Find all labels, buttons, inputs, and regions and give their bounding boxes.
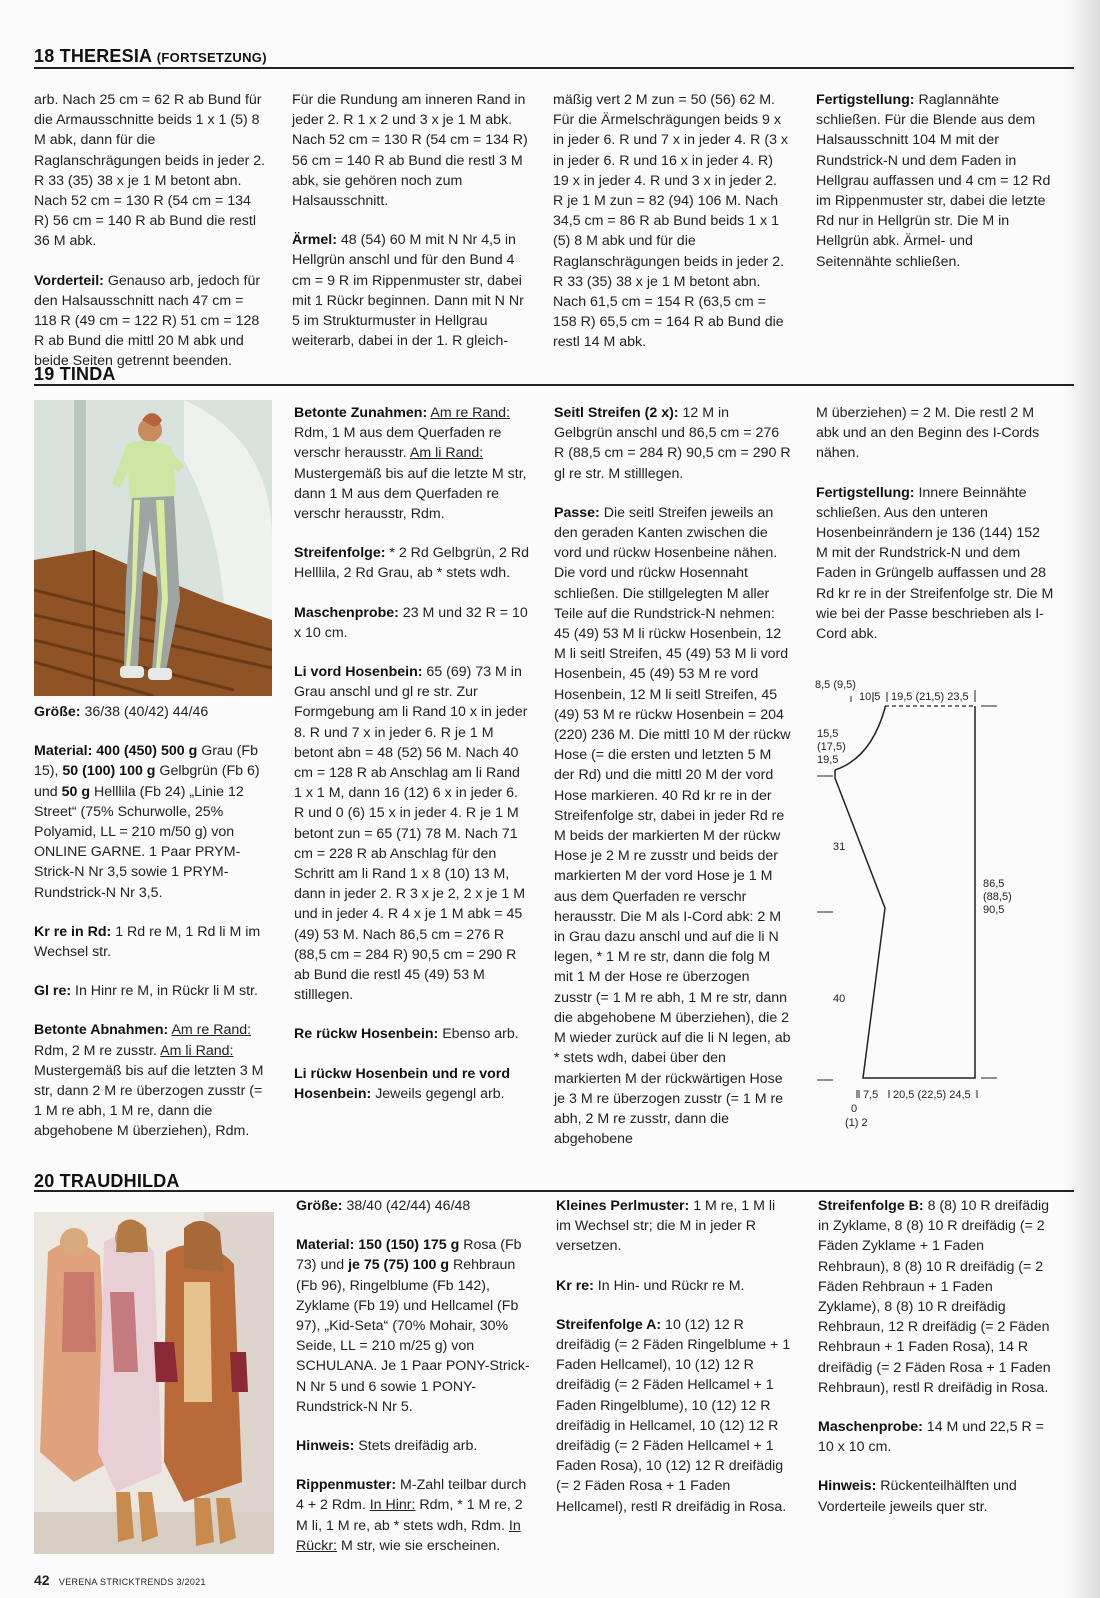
- diagram-outline: [835, 706, 975, 1078]
- paragraph-label: Maschenprobe:: [294, 604, 399, 621]
- paragraph-text: 36/38 (40/42) 44/46: [80, 704, 209, 720]
- paragraph: [34, 741, 272, 903]
- paragraph-label: Rippenmuster:: [296, 1477, 397, 1494]
- paragraph-text: Rosa (Fb 73) und: [296, 1237, 522, 1274]
- paragraph-label: Ärmel:: [292, 232, 337, 249]
- paragraph-label: Fertigstellung:: [816, 484, 915, 501]
- paragraph-label: Streifenfolge A:: [556, 1316, 662, 1333]
- diagram-label-bottom: (1) 2: [845, 1117, 868, 1129]
- section-20-rule: [34, 1190, 1074, 1192]
- diagram-label-bottom: 0: [851, 1103, 858, 1115]
- section-20-heading: [34, 1171, 180, 1192]
- paragraph-label: Größe:: [34, 704, 81, 720]
- section-note: (FORTSETZUNG): [156, 50, 267, 65]
- paragraph-label: Streifenfolge:: [294, 545, 386, 562]
- diagram-label-left: (17,5): [817, 741, 846, 753]
- paragraph-label: Kr re in Rd:: [34, 923, 112, 940]
- paragraph-text: Rdm, 1 M aus dem Querfaden re verschr herausstr.: [294, 425, 502, 462]
- paragraph-text: Für die Rundung am inneren Rand in jeder 2. R 1 x 2 und 3 x je 1 M abk. Nach 52 cm = 130 R (54 cm = 134 R) 56 cm = 140 R ab Bund die restl 3 M abk, sie gehören noch zum Halsausschnitt.: [292, 92, 528, 210]
- paragraph-text: In Hin- und Rückr re M.: [593, 1277, 745, 1294]
- paragraph: [34, 90, 268, 252]
- paragraph-text: Helllila (Fb 24) „Linie 12 Street“ (75% Schurwolle, 25% Polyamid, LL = 210 m/50 g) von ONLINE GARNE. 1 Paar PRYM-Strick-N Nr 3,5 sowie 1 PRYM-Rundstrick-N Nr 3,5.: [34, 783, 244, 901]
- paragraph-label: Betonte Abnahmen:: [34, 1022, 169, 1039]
- section-19-heading: [34, 364, 116, 385]
- paragraph-label: Betonte Zunahmen:: [294, 405, 428, 421]
- paragraph: [34, 271, 268, 372]
- paragraph: [816, 483, 1054, 645]
- paragraph: [34, 981, 272, 1001]
- paragraph: [34, 922, 272, 962]
- diagram-label-left: 31: [833, 841, 846, 853]
- s19-column-2: [294, 403, 529, 1123]
- magazine-issue: VERENA STRICKTRENDS 3/2021: [58, 1577, 206, 1587]
- paragraph-underline: Am li Rand:: [409, 445, 484, 462]
- paragraph: [294, 403, 529, 524]
- paragraph-text: Rehbraun (Fb 96), Ringelblume (Fb 142), Zyklame (Fb 19) und Hellcamel (Fb 97), „Kid-Seta“ (70% Mohair, 30% Seide, LL = 210 m/25 g) von SCHULANA. Je 1 Paar PONY-Strick-N Nr 5 und 6 sowie 1 PONY-Rundstrick-N Nr 5.: [296, 1257, 530, 1415]
- paragraph-text: Innere Beinnähte schließen. Aus den unteren Hosenbeinrändern je 136 (144) 152 M mit der Rundstrick-N und dem Faden in Grüngelb auffassen und 28 Rd kr re in der Streifenfolge str. Die M wie bei der Passe beschrieben als I-Cord abk.: [816, 484, 1054, 643]
- paragraph-text: Genauso arb, jedoch für den Halsausschnitt nach 47 cm = 118 R (49 cm = 122 R) 51 cm = 128 R ab Bund die mittl 20 M abk und beide Seiten getrennt beenden.: [34, 272, 261, 370]
- paragraph-label: Passe:: [554, 504, 600, 521]
- s19-column-3: [554, 403, 791, 1168]
- section-18-heading: [34, 46, 267, 67]
- s18-column-4: [816, 90, 1052, 291]
- paragraph-text: Grau (Fb 15),: [34, 743, 258, 780]
- section-title: TRAUDHILDA: [59, 1171, 180, 1191]
- paragraph-underline: In Rückr:: [296, 1517, 521, 1554]
- paragraph: [818, 1196, 1054, 1398]
- diagram-label-top: 10,5: [859, 691, 881, 703]
- diagram-label-left: 15,5: [817, 728, 839, 740]
- paragraph-label: Li vord Hosenbein:: [294, 664, 423, 681]
- s20-column-1: [296, 1196, 532, 1575]
- photo-tinda-model-on-stairs: [34, 400, 272, 696]
- paragraph-text: Mustergemäß bis auf die letzten 3 M str, dann 2 M re überzogen zusstr (= 1 M re abh, 1 M re, dann die abgehobene M überziehen), Rdm.: [34, 1062, 264, 1140]
- paragraph-text: Rückenteilhälften und Vorderteile jeweils quer str.: [818, 1478, 1017, 1515]
- paragraph: [292, 230, 528, 351]
- diagram-label-right: (88,5): [983, 891, 1012, 903]
- paragraph: [816, 403, 1054, 464]
- paragraph-text: Gelbgrün (Fb 6) und: [34, 763, 260, 800]
- paragraph-text: 23 M und 32 R = 10 x 10 cm.: [294, 604, 528, 641]
- paragraph-label: Material: 150 (150) 175 g: [296, 1237, 460, 1254]
- paragraph-label: Material: 400 (450) 500 g: [34, 743, 198, 760]
- section-title: THERESIA: [59, 46, 152, 66]
- paragraph-text: mäßig vert 2 M zun = 50 (56) 62 M. Für die Ärmelschrägungen beids 9 x in jeder 6. R und 7 x in jeder 4. R (3 x in jeder 6. R und 16 x in jeder 4. R) 19 x in jeder 4. R und 3 x in jeder 2. R je 1 M zun = 82 (94) 106 M. Nach 34,5 cm = 86 R ab Bund beids 1 x 1 (5) 8 M abk und für die Raglanschrägungen beids in jeder 2. R 33 (35) 38 x je 1 M betont abn. Nach 61,5 cm = 154 R (63,5 cm = 158 R) 65,5 cm = 164 R ab Bund die restl 14 M abk.: [553, 92, 789, 351]
- paragraph-text: 1 M re, 1 M li im Wechsel str; die M in jeder R versetzen.: [556, 1198, 776, 1255]
- paragraph-underline: Am re Rand:: [171, 1022, 252, 1039]
- paragraph: [816, 90, 1052, 272]
- section-18-rule: [34, 67, 1074, 69]
- s20-column-2: [556, 1196, 792, 1536]
- diagram-label-right: 90,5: [983, 904, 1005, 916]
- paragraph-text: Stets dreifädig arb.: [354, 1438, 478, 1455]
- paragraph-label: Kr re:: [556, 1277, 594, 1294]
- diagram-label-left: 40: [833, 993, 846, 1005]
- paragraph: [818, 1417, 1054, 1457]
- paragraph-text: 1 Rd re M, 1 Rd li M im Wechsel str.: [34, 923, 261, 961]
- paragraph-text: Rdm, * 1 M re, 2 M li, 1 M re, ab * stets wdh, Rdm.: [296, 1497, 523, 1534]
- paragraph: [294, 603, 529, 643]
- paragraph-text: M-Zahl teilbar durch 4 + 2 Rdm.: [296, 1477, 527, 1514]
- page-footer: [34, 1572, 206, 1588]
- paragraph-text: Rdm, 2 M re zusstr.: [34, 1042, 161, 1059]
- s19-column-1: [34, 702, 272, 1161]
- paragraph-text: M überziehen) = 2 M. Die restl 2 M abk und an den Beginn des I-Cords nähen.: [816, 405, 1040, 462]
- paragraph-underline: Am re Rand:: [430, 405, 511, 421]
- paragraph: [294, 543, 529, 583]
- paragraph: [554, 403, 791, 484]
- paragraph-underline: In Hinr:: [369, 1497, 416, 1514]
- diagram-label-top: 8,5 (9,5): [815, 679, 856, 691]
- paragraph-label: Größe:: [296, 1198, 343, 1214]
- paragraph-text: arb. Nach 25 cm = 62 R ab Bund für die Armausschnitte beids 1 x 1 (5) 8 M abk, dann für die Raglanschrägungen beids in jeder 2. R 33 (35) 38 x je 1 M betont abn. Nach 52 cm = 130 R (54 cm = 134 R) 56 cm = 140 R ab Bund die restl 36 M abk.: [34, 92, 266, 250]
- section-title: TINDA: [59, 364, 116, 384]
- paragraph-text: In Hinr re M, in Rückr li M str.: [71, 983, 258, 1000]
- paragraph-bold: je 75 (75) 100 g: [348, 1257, 450, 1274]
- paragraph: [34, 1020, 272, 1141]
- paragraph-label: Fertigstellung:: [816, 92, 915, 108]
- paragraph-text: 14 M und 22,5 R = 10 x 10 cm.: [818, 1419, 1044, 1456]
- paragraph-text: 10 (12) 12 R dreifädig (= 2 Fäden Ringelblume + 1 Faden Hellcamel), 10 (12) 12 R dreifädig (= 2 Fäden Hellcamel + 1 Faden Ringelblume), 10 (12) 12 R dreifädig in Hellcamel, 10 (12) 12 R dreifädig (= 2 Fäden Hellcamel + 1 Faden Rosa), 10 (12) 12 R dreifädig (= 2 Fäden Rosa + 1 Faden Hellcamel), restl R dreifädig in Rosa.: [556, 1316, 791, 1515]
- paragraph-label: Vorderteil:: [34, 272, 104, 289]
- paragraph: [554, 503, 791, 1150]
- section-number: 20: [34, 1171, 55, 1191]
- paragraph-underline: Am li Rand:: [160, 1042, 234, 1059]
- diagram-label-bottom: 7,5: [863, 1089, 879, 1101]
- paragraph-label: Seitl Streifen (2 x):: [554, 405, 679, 421]
- tinda-photo: [34, 400, 272, 696]
- s18-column-2: [292, 90, 528, 370]
- page-number: 42: [34, 1572, 50, 1588]
- trouser-schematic-diagram: [815, 668, 1045, 1138]
- paragraph: [34, 702, 272, 722]
- paragraph-text: Jeweils gegengl arb.: [371, 1085, 505, 1102]
- paragraph: [556, 1276, 792, 1296]
- s18-column-3: [553, 90, 791, 372]
- paragraph: [818, 1476, 1054, 1516]
- paragraph: [556, 1196, 792, 1257]
- paragraph-label: Hinweis:: [296, 1438, 355, 1455]
- section-19-rule: [34, 384, 1074, 386]
- paragraph-label: Kleines Perlmuster:: [556, 1198, 690, 1214]
- paragraph: [294, 1024, 529, 1044]
- traudhilda-photo: [34, 1212, 274, 1554]
- paragraph-label: Maschenprobe:: [818, 1419, 923, 1436]
- paragraph-text: Raglannähte schließen. Für die Blende aus dem Halsausschnitt 104 M mit der Rundstrick-N und dem Faden in Hellgrau auffassen und 4 cm = 12 Rd im Rippenmuster str, dabei die letzte Rd nur in Hellgrün str. Die M in Hellgrün abk. Ärmel- und Seitennähte schließen.: [816, 92, 1051, 270]
- photo-traudhilda-models-in-coats: [34, 1212, 274, 1554]
- paragraph: [294, 1064, 529, 1104]
- paragraph: [296, 1475, 532, 1556]
- paragraph: [296, 1235, 532, 1417]
- paragraph: [292, 90, 528, 211]
- paragraph-bold: 50 (100) 100 g: [62, 763, 156, 780]
- paragraph: [296, 1196, 532, 1216]
- paragraph-text: M str, wie sie erscheinen.: [337, 1537, 501, 1554]
- paragraph-label: Hinweis:: [818, 1478, 877, 1495]
- paragraph-text: Die seitl Streifen jeweils an den geraden Kanten zwischen die vord und rückw Hosenbeine nähen. Die vord und rückw Hosennaht schließen. Die stillgelegten M aller Teile auf die Rundstrick-N nehmen: 45 (49) 53 M li rückw Hosenbein, 12 M li seitl Streifen, 45 (49) 53 M li vord Hosenbein, 45 (49) 53 M re vord Hosenbein, 12 M li seitl Streifen, 45 (49) 53 M re rückw Hosenbein = 204 (220) 236 M. Die mittl 10 M der rückw Hose (= die ersten und letzten 5 M der Rd) und die mittl 20 M der vord Hose markieren. 40 Rd kr re in der Streifenfolge str, dabei in jeder Rd re M beids der markierten M der rückw Hose je 2 M re zusstr und beids der markierten M der vord Hose je 1 M aus dem Querfaden re verschr herausstr. Die M als I-Cord abk: 2 M in Grau dazu anschl und auf die li N legen, * 1 M re str, dann die folg M mit 1 M der Hose re überzogen zusstr (= 1 M re abh, 1 M re str, dann die abgehobene M überziehen), die 2 M wieder zurück auf die li N legen, ab * stets wdh, dabei über den markierten M der rückwärtigen Hose je 3 M re überzogen zusstr (= 1 M re abh, 2 M re zusstr, dann die abgehobene: [554, 504, 791, 1148]
- paragraph-label: Li rückw Hosenbein und re vord Hosenbein:: [294, 1065, 510, 1102]
- paragraph-text: Mustergemäß bis auf die letzte M str, dann 1 M aus dem Querfaden re verschr herausstr, Rdm.: [294, 465, 527, 523]
- s18-column-1: [34, 90, 268, 391]
- paragraph: [556, 1315, 792, 1517]
- page-gutter-shadow: [1066, 0, 1100, 1598]
- paragraph-text: * 2 Rd Gelbgrün, 2 Rd Helllila, 2 Rd Grau, ab * stets wdh.: [294, 545, 529, 582]
- paragraph-text: 65 (69) 73 M in Grau anschl und gl re str. Zur Formgebung am li Rand 10 x in jeder 8. R und 7 x in jeder 6. R je 1 M betont abn = 48 (52) 56 M. Nach 40 cm = 128 R ab Anschlag am li Rand 1 x 1 M, dann 16 (12) 6 x in jeder 6. R und 0 (6) 15 x in jeder 4. R je 1 M betont zun = 65 (71) 78 M. Nach 71 cm = 228 R ab Anschlag für den Schritt am li Rand 1 x 8 (10) 13 M, dann in jeder 2. R 3 x je 2, 2 x je 1 M und in jeder 4. R 4 x je 1 M abk = 45 (49) 53 M. Nach 86,5 cm = 276 R (88,5 cm = 284 R) 90,5 cm = 290 R ab Bund die restl 45 (49) 53 M stilllegen.: [294, 664, 528, 1004]
- diagram-crotch-curve: [835, 706, 885, 770]
- paragraph-label: Gl re:: [34, 983, 72, 1000]
- s19-column-4: [816, 403, 1054, 663]
- diagram-label-left: 19,5: [817, 754, 839, 766]
- paragraph-text: 12 M in Gelbgrün anschl und 86,5 cm = 276 R (88,5 cm = 284 R) 90,5 cm = 290 R gl re str. M stilllegen.: [554, 405, 791, 482]
- diagram-label-right: 86,5: [983, 878, 1005, 890]
- paragraph-label: Streifenfolge B:: [818, 1198, 924, 1214]
- paragraph: [296, 1436, 532, 1456]
- s20-column-3: [818, 1196, 1054, 1536]
- paragraph: [553, 90, 791, 353]
- paragraph-text: 8 (8) 10 R dreifädig in Zyklame, 8 (8) 10 R dreifädig (= 2 Fäden Zyklame + 1 Faden Rehbraun), 8 (8) 10 R dreifädig (= 2 Fäden Rehbraun + 1 Faden Zyklame), 8 (8) 10 R dreifädig Rehbraun, 12 R dreifädig (= 2 Fäden Rehbraun + 1 Faden Rosa), 14 R dreifädig (= 2 Fäden Rosa + 1 Faden Rehbraun), restl R dreifädig in Rosa.: [818, 1198, 1051, 1396]
- section-number: 19: [34, 364, 55, 384]
- section-number: 18: [34, 46, 55, 66]
- paragraph-bold: 50 g: [61, 783, 91, 800]
- paragraph-text: 48 (54) 60 M mit N Nr 4,5 in Hellgrün anschl und für den Bund 4 cm = 9 R im Rippenmuster str, dabei mit 1 Rückr beginnen. Dann mit N Nr 5 im Strukturmuster in Hellgrau weiterarb, dabei in der 1. R gleich-: [292, 232, 524, 350]
- paragraph: [294, 662, 529, 1005]
- paragraph-text: Ebenso arb.: [438, 1026, 519, 1043]
- diagram-label-bottom: 20,5 (22,5) 24,5: [893, 1089, 971, 1101]
- paragraph-text: 38/40 (42/44) 46/48: [342, 1198, 471, 1214]
- paragraph-label: Re rückw Hosenbein:: [294, 1026, 439, 1043]
- diagram-label-top: 19,5 (21,5) 23,5: [891, 691, 969, 703]
